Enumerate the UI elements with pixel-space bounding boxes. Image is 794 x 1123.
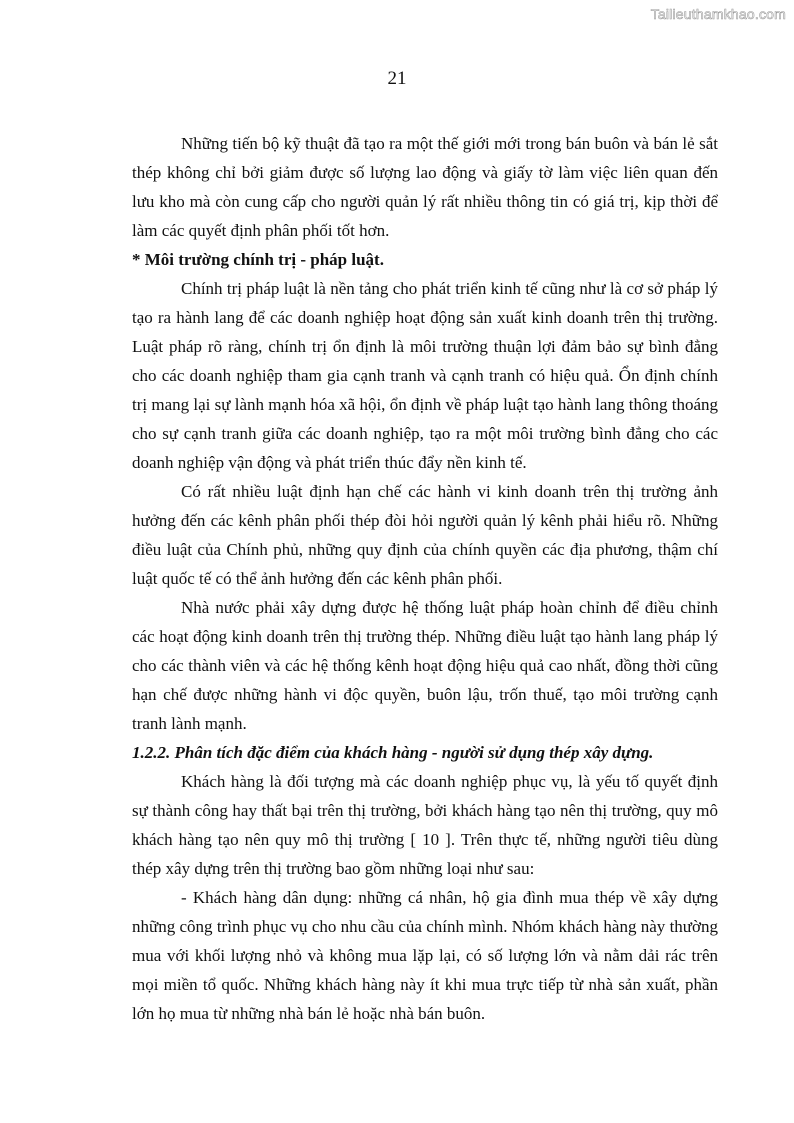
watermark: Tailieuthamkhao.com [650,6,786,22]
paragraph-regulations: Có rất nhiều luật định hạn chế các hành vi kinh doanh trên thị trường ảnh hưởng đến các kênh phân phối thép đòi hỏi người quản lý kênh phải hiểu rõ. Những điều luật của Chính phủ, những quy định của chính quyền các địa phương, thậm chí luật quốc tế có thể ảnh hưởng đến các kênh phân phối. [132,482,718,588]
document-body [132,129,718,1028]
page-number: 21 [387,68,407,89]
paragraph-state-role: Nhà nước phải xây dựng được hệ thống luật pháp hoàn chỉnh để điều chỉnh các hoạt động kinh doanh trên thị trường thép. Những điều luật tạo hành lang pháp lý cho các thành viên và các hệ thống kênh hoạt động hiệu quả cao nhất, đồng thời cũng hạn chế được những hành vi độc quyền, buôn lậu, trốn thuế, tạo môi trường cạnh tranh lành mạnh. [132,598,718,733]
subsection-heading-customers: 1.2.2. Phân tích đặc điểm của khách hàng - người sử dụng thép xây dựng. [132,743,654,762]
paragraph-political-legal: Chính trị pháp luật là nền tảng cho phát triển kinh tế cũng như là cơ sở pháp lý tạo ra hành lang để các doanh nghiệp hoạt động sản xuất kinh doanh trên thị trường. Luật pháp rõ ràng, chính trị ổn định là môi trường thuận lợi đảm bảo sự bình đẳng cho các doanh nghiệp tham gia cạnh tranh và cạnh tranh có hiệu quả. Ổn định chính trị mang lại sự lành mạnh hóa xã hội, ổn định về pháp luật tạo hành lang thông thoáng cho sự cạnh tranh giữa các doanh nghiệp, tạo ra một môi trường bình đẳng cho các doanh nghiệp vận động và phát triển thúc đẩy nền kinh tế. [132,279,718,472]
paragraph-technology-advances: Những tiến bộ kỹ thuật đã tạo ra một thế giới mới trong bán buôn và bán lẻ sắt thép không chỉ bởi giảm được số lượng lao động và giấy tờ làm việc liên quan đến lưu kho mà còn cung cấp cho người quản lý rất nhiều thông tin có giá trị, kịp thời để làm các quyết định phân phối tốt hơn. [132,134,718,240]
section-heading-political-legal: * Môi trường chính trị - pháp luật. [132,250,384,269]
paragraph-customers: Khách hàng là đối tượng mà các doanh nghiệp phục vụ, là yếu tố quyết định sự thành công hay thất bại trên thị trường, bởi khách hàng tạo nên thị trường, quy mô khách hàng tạo nên quy mô thị trường [ 10 ]. Trên thực tế, những người tiêu dùng thép xây dựng trên thị trường bao gồm những loại như sau: [132,772,718,878]
paragraph-residential-customers: - Khách hàng dân dụng: những cá nhân, hộ gia đình mua thép về xây dựng những công trình phục vụ cho nhu cầu của chính mình. Nhóm khách hàng này thường mua với khối lượng nhỏ và không mua lặp lại, có số lượng lớn và nằm dải rác trên mọi miền tổ quốc. Những khách hàng này ít khi mua trực tiếp từ nhà sản xuất, phần lớn họ mua từ những nhà bán lẻ hoặc nhà bán buôn. [132,888,718,1023]
